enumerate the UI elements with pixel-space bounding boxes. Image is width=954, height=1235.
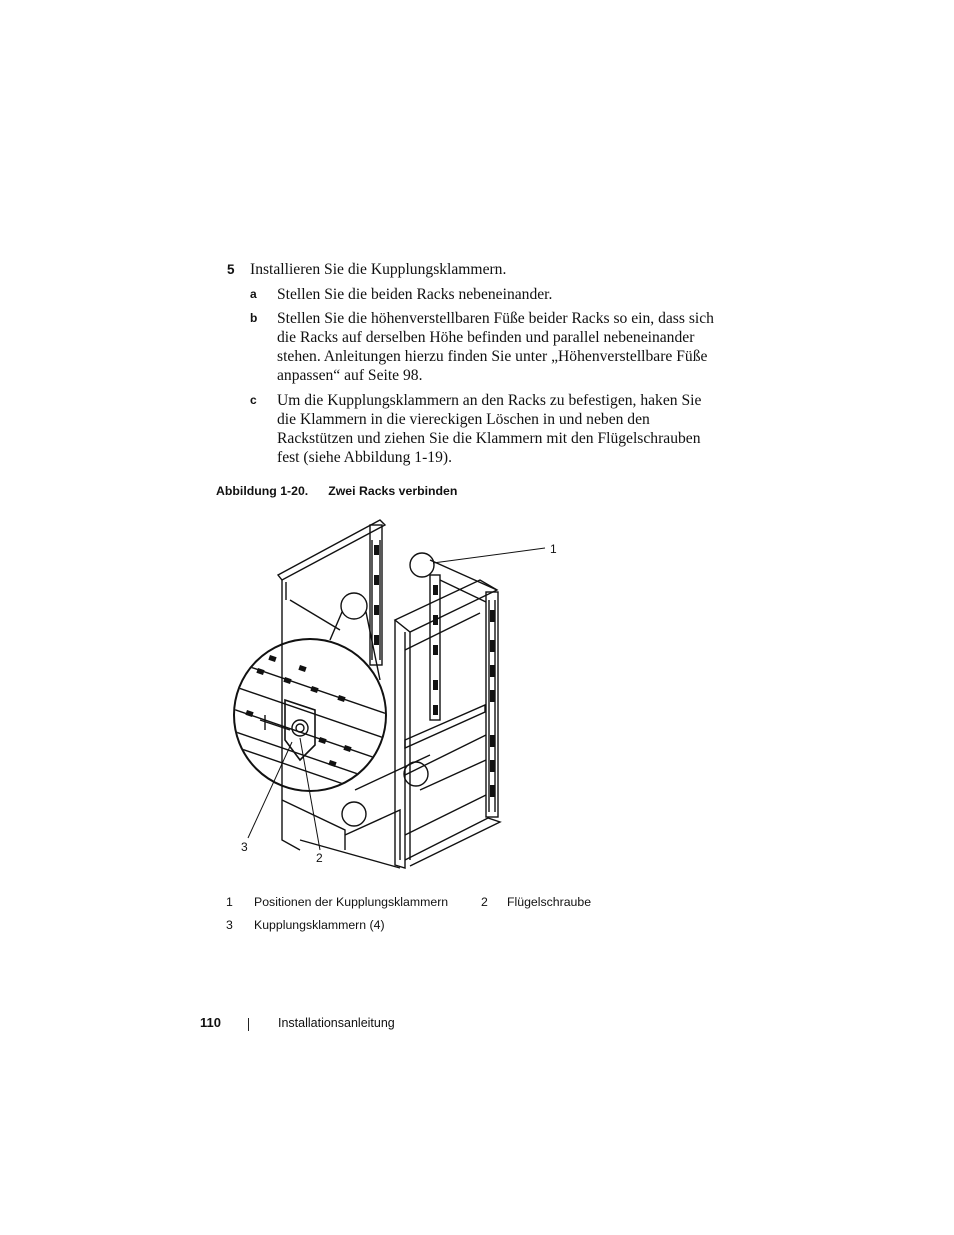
page-number: 110 [200, 1015, 221, 1030]
legend-number: 1 [226, 895, 233, 909]
footer-divider [248, 1018, 249, 1031]
detail-zoom [230, 639, 390, 800]
figure-label: Abbildung 1-20. [216, 484, 309, 498]
figure-caption [216, 484, 457, 498]
substep-letter: b [250, 311, 258, 325]
right-rack [345, 560, 500, 868]
substep-text: Stellen Sie die beiden Racks nebeneinander. [277, 286, 553, 303]
left-rack [278, 520, 400, 868]
legend-text: Flügelschraube [507, 895, 592, 909]
legend-text: Kupplungsklammern (4) [254, 918, 385, 932]
legend-number: 3 [226, 918, 233, 932]
callout-leader-2 [300, 738, 320, 850]
substep-letter: a [250, 287, 257, 301]
callout-label-1: 1 [550, 542, 557, 556]
substep-letter: c [250, 393, 257, 407]
substep-text: Stellen Sie die höhenverstellbaren Füße beider Racks so ein, dass sich die Racks auf derselben Höhe befinden und parallel nebeneinander stehen. Anleitungen hierzu finden Sie unter „Höhenverstellbare Füße anpassen“ auf Seite 98. [277, 310, 714, 384]
rail-slots [374, 545, 495, 797]
legend-text: Positionen der Kupplungsklammern [254, 895, 449, 909]
callout-label-3: 3 [241, 840, 248, 854]
substep-text: Um die Kupplungsklammern an den Racks zu befestigen, haken Sie die Klammern in die viereckigen Löschen in und neben den Rackstützen und ziehen Sie die Klammern mit den Flügelschrauben fest (siehe Abbildung 1-19). [277, 392, 702, 466]
step-text: Installieren Sie die Kupplungsklammern. [250, 261, 507, 278]
footer-title: Installationsanleitung [278, 1016, 395, 1030]
callout-leader-3 [248, 742, 292, 838]
rack-illustration [230, 510, 580, 880]
figure-title: Zwei Racks verbinden [328, 484, 458, 498]
step-number: 5 [227, 262, 235, 277]
callout-label-2: 2 [316, 851, 323, 865]
coupling-position-markers [341, 553, 434, 826]
callout-leader-1 [433, 548, 545, 563]
legend-number: 2 [481, 895, 488, 909]
